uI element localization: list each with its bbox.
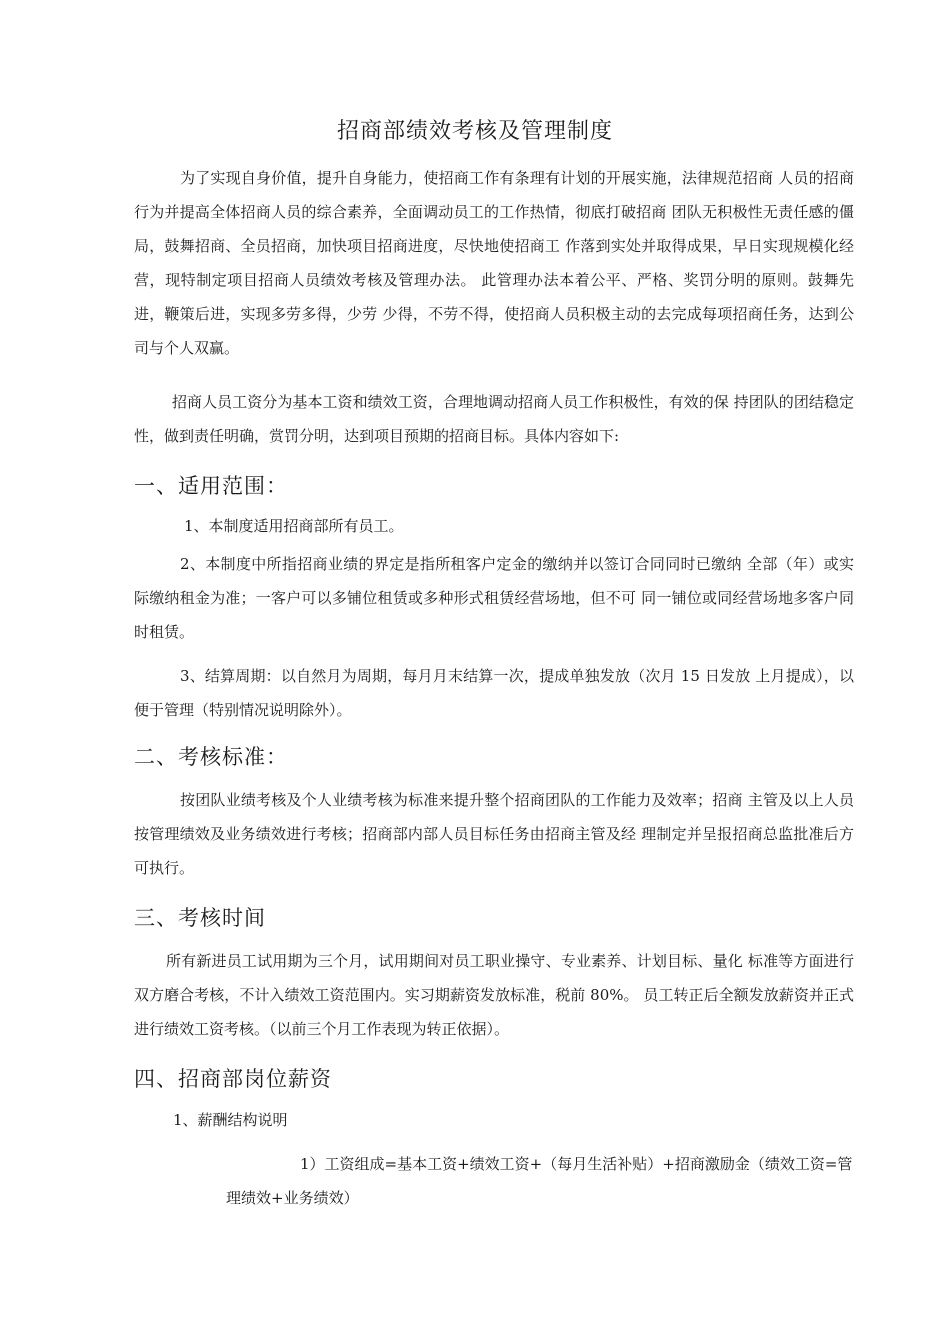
section-4-line-2: 理绩效+业务绩效）	[226, 1189, 359, 1207]
section-3-heading: 三、考核时间	[134, 906, 266, 930]
section-4-heading: 四、招商部岗位薪资	[134, 1067, 332, 1091]
document-title: 招商部绩效考核及管理制度	[336, 119, 613, 144]
section-2-text: 按团队业绩考核及个人业绩考核为标准来提升整个招商团队的工作能力及效率；招商 主管及以上人员按管理绩效及业务绩效进行考核；招商部内部人员目标任务由招商主管及经 理制定并呈报招商总监批准后方可执行。	[134, 791, 854, 877]
section-4-item-1: 1、薪酬结构说明	[173, 1111, 288, 1129]
section-2-heading: 二、考核标准：	[134, 745, 288, 769]
section-1-item-1: 1、本制度适用招商部所有员工。	[184, 517, 404, 535]
section-1-item-3: 3、结算周期：以自然月为周期，每月月末结算一次，提成单独发放（次月 15 日发放 上月提成），以便于管理（特别情况说明除外）。	[134, 667, 854, 719]
section-1-heading: 一、适用范围：	[134, 474, 288, 498]
section-1-item-2: 2、本制度中所指招商业绩的界定是指所租客户定金的缴纳并以签订合同同时已缴纳 全部（年）或实际缴纳租金为准；一客户可以多铺位租赁或多种形式租赁经营场地，但不可 同一铺位或同经营场地多客户同时租赁。	[134, 555, 854, 641]
intro-paragraph-2: 招商人员工资分为基本工资和绩效工资，合理地调动招商人员工作积极性，有效的保 持团队的团结稳定性，做到责任明确，赏罚分明，达到项目预期的招商目标。具体内容如下:	[134, 393, 854, 445]
section-3-text: 所有新进员工试用期为三个月，试用期间对员工职业操守、专业素养、计划目标、量化 标准等方面进行双方磨合考核，不计入绩效工资范围内。实习期薪资发放标准，税前 80%。 员工转正后全额发放薪资并正式进行绩效工资考核。（以前三个月工作表现为转正依据）。	[134, 952, 854, 1038]
section-4-line-1: 1）工资组成=基本工资+绩效工资+（每月生活补贴）+招商激励金（绩效工资=管	[300, 1155, 853, 1173]
intro-paragraph-1: 为了实现自身价值，提升自身能力，使招商工作有条理有计划的开展实施，法律规范招商 人员的招商行为并提高全体招商人员的综合素养，全面调动员工的工作热情，彻底打破招商 团队无积极性无责任感的僵局，鼓舞招商、全员招商，加快项目招商进度，尽快地使招商工 作落到实处并取得成果，早日实现规模化经营，现特制定项目招商人员绩效考核及管理办法。 此管理办法本着公平、严格、奖罚分明的原则。鼓舞先进，鞭策后进，实现多劳多得，少劳 少得，不劳不得，使招商人员积极主动的去完成每项招商任务，达到公司与个人双赢。	[134, 169, 854, 357]
